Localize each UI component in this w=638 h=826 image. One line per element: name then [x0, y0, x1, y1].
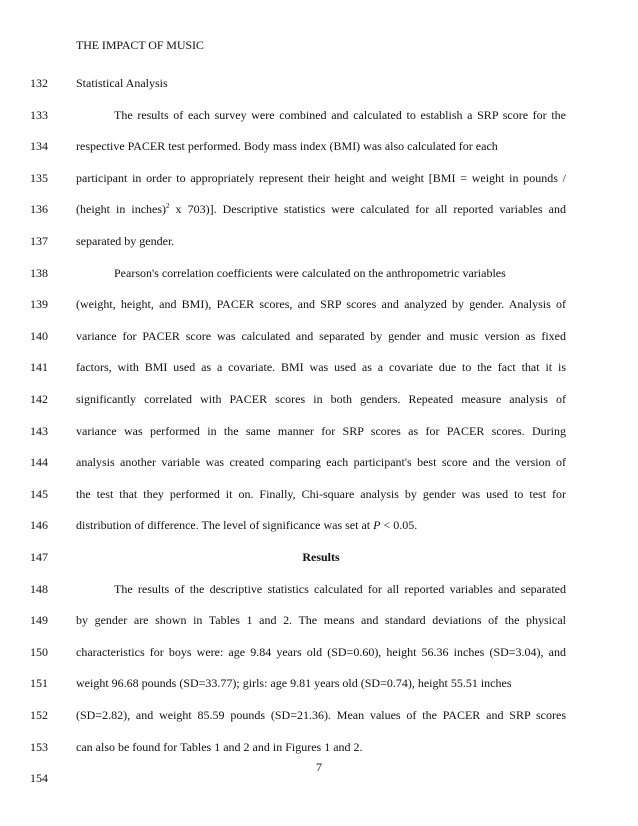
manuscript-line — [0, 676, 638, 696]
line-text: participant in order to appropriately represent their height and weight [BMI = weight in pounds / — [76, 170, 566, 185]
line-text: significantly correlated with PACER scores in both genders. Repeated measure analysis of — [76, 392, 566, 406]
line-text: factors, with BMI used as a covariate. BMI was used as a covariate due to the fact that it is — [76, 360, 566, 375]
manuscript-line — [0, 234, 638, 254]
manuscript-line — [0, 740, 638, 760]
line-number: 132 — [30, 76, 48, 90]
manuscript-line — [0, 550, 638, 570]
manuscript-line — [0, 108, 638, 128]
line-number: 147 — [30, 550, 48, 564]
line-text: The results of the descriptive statistics calculated for all reported variables and separated — [114, 581, 566, 596]
line-text: by gender are shown in Tables 1 and 2. The means and standard deviations of the physical — [76, 613, 566, 628]
manuscript-line — [0, 329, 638, 349]
manuscript-line — [0, 645, 638, 665]
manuscript-line — [0, 708, 638, 728]
manuscript-line — [0, 487, 638, 507]
manuscript-line — [0, 455, 638, 475]
manuscript-line — [0, 360, 638, 380]
line-number: 152 — [30, 708, 48, 722]
running-header: THE IMPACT OF MUSIC — [76, 38, 204, 52]
manuscript-line — [0, 297, 638, 317]
manuscript-line — [0, 266, 638, 286]
line-text: the test that they performed it on. Finally, Chi-square analysis by gender was used to test for — [76, 486, 566, 501]
line-number: 138 — [30, 265, 48, 280]
line-number: 137 — [30, 234, 48, 248]
line-text: separated by gender. — [76, 234, 175, 248]
line-number: 134 — [30, 139, 48, 154]
line-text: respective PACER test performed. Body mass index (BMI) was also calculated for each — [76, 139, 498, 154]
line-number: 133 — [30, 107, 48, 122]
line-number: 141 — [30, 360, 48, 375]
line-text: weight 96.68 pounds (SD=33.77); girls: age 9.81 years old (SD=0.74), height 55.51 inches — [76, 676, 512, 691]
line-number: 136 — [30, 202, 48, 217]
manuscript-line — [0, 613, 638, 633]
line-number: 153 — [30, 739, 48, 754]
manuscript-line — [0, 171, 638, 191]
manuscript-line — [0, 582, 638, 602]
manuscript-line — [0, 392, 638, 412]
line-text: (height in inches)$^2$ x 703)]. Descriptive statistics were calculated for all reported variables and — [76, 202, 566, 217]
line-number: 150 — [30, 644, 48, 659]
manuscript-line — [0, 139, 638, 159]
line-number: 143 — [30, 423, 48, 438]
line-number: 140 — [30, 328, 48, 343]
line-text: Statistical Analysis — [76, 76, 168, 90]
line-number: 144 — [30, 455, 48, 470]
line-number: 142 — [30, 392, 48, 406]
line-number: 148 — [30, 581, 48, 596]
line-number: 135 — [30, 170, 48, 185]
line-text: (SD=2.82), and weight 85.59 pounds (SD=21.36). Mean values of the PACER and SRP scores — [76, 708, 566, 722]
line-number: 151 — [30, 676, 48, 691]
line-number: 146 — [30, 518, 48, 533]
line-text: characteristics for boys were: age 9.84 years old (SD=0.60), height 56.36 inches (SD=3.04), and — [76, 644, 566, 659]
line-text: The results of each survey were combined and calculated to establish a SRP score for the — [114, 107, 566, 122]
line-text: variance for PACER score was calculated and separated by gender and music version as fixed — [76, 328, 566, 343]
line-text: analysis another variable was created comparing each participant's best score and the version of — [76, 455, 566, 470]
manuscript-line — [0, 518, 638, 538]
manuscript-line — [0, 76, 638, 96]
line-text: Pearson's correlation coefficients were calculated on the anthropometric variables — [114, 265, 506, 280]
manuscript-line — [0, 424, 638, 444]
page-number: 7 — [316, 760, 322, 774]
section-heading: Results — [302, 550, 340, 564]
line-text: (weight, height, and BMI), PACER scores, and SRP scores and analyzed by gender. Analysis of — [76, 297, 566, 312]
line-number: 149 — [30, 613, 48, 628]
line-number: 154 — [30, 771, 48, 786]
line-text: variance was performed in the same manner for SRP scores as for PACER scores. During — [76, 423, 566, 438]
line-number: 145 — [30, 486, 48, 501]
line-text: can also be found for Tables 1 and 2 and in Figures 1 and 2. — [76, 739, 363, 754]
manuscript-line — [0, 202, 638, 222]
line-text: distribution of difference. The level of significance was set at P < 0.05. — [76, 518, 418, 533]
line-number: 139 — [30, 297, 48, 312]
